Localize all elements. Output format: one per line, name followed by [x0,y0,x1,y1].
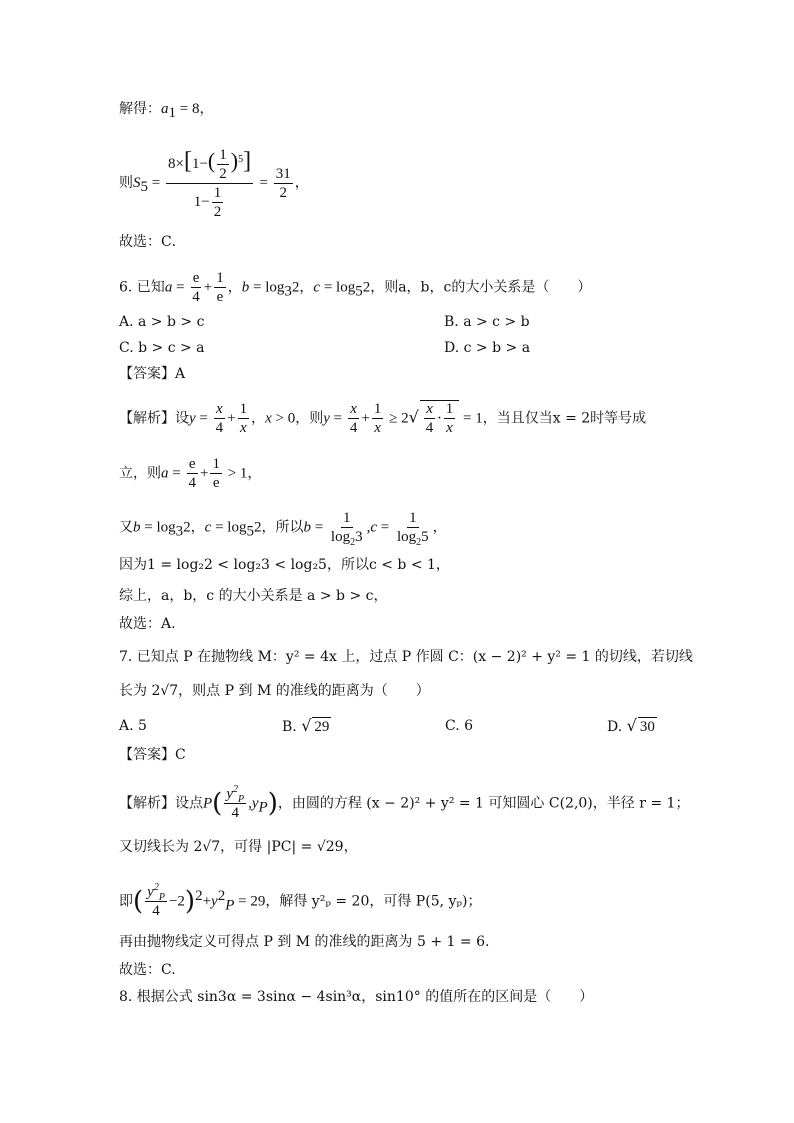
answer-label: 【答案】A [119,366,186,382]
q6-option-b[interactable]: B. a > c > b [444,314,530,330]
answer-choice: 故选：C. [119,962,176,978]
q7-option-b[interactable]: B. √ 29 [282,716,330,735]
question-7: 长为 2√7，则点 P 到 M 的准线的距离为（ ） [119,683,430,699]
analysis-line: 立，则a = $\frac{e}{4}$ + $\frac{1}{e}$ > 1， [119,456,262,491]
s5-formula: 则$S_5$ = 8×[1−( $\frac{1}{2}$ )$^5$] 1− $\frac{1}{2}$ = $\frac{31}{2}$ ， [119,147,309,221]
q7-option-a[interactable]: A. 5 [119,718,147,734]
q7-option-c[interactable]: C. 6 [445,718,474,734]
solution-line: 解得：$a_1 = 8$， [119,101,214,121]
analysis-line: 【解析】设y = $\frac{x}{4}$ + $\frac{1}{x}$ ，x > 0，则y = $\frac{x}{4}$ + $\frac{1}{x}$ ≥ 2√ $\frac{x}{4}$ · $\frac{1}{x}$ = 1，当且仅当x = 2时等号成 [119,401,647,436]
analysis-line: 因为1 = log₂2 < log₂3 < log₂5，所以c < b < 1， [119,557,450,573]
q6-option-a[interactable]: A. a > b > c [119,314,205,330]
analysis-line: 又切线长为 2√7，可得 |PC| = √29， [119,839,358,855]
analysis-line: 【解析】设点P( $\frac{y^2_P}{4}$ $,y_P$)，由圆的方程 (x − 2)² + y² = 1 可知圆心 C(2,0)，半径 r = 1； [119,784,690,821]
answer-choice: 故选：C． [119,234,186,250]
analysis-line: 又$b = \log_32$，$c = \log_52$，所以b = $\frac{1}{\log_23}$ ,c = $\frac{1}{\log_25}$ ， [119,510,447,548]
analysis-line: 即( $\frac{y^2_P}{4}$ $-2)^2+y^2_P = 29$，解得 y²ₚ = 20，可得 P(5, yₚ)； [119,882,482,919]
analysis-line: 综上，a，b，c 的大小关系是 a > b > c， [119,588,388,604]
analysis-line: 再由抛物线定义可得点 P 到 M 的准线的距离为 5 + 1 = 6. [119,934,490,950]
q6-option-c[interactable]: C. b > c > a [119,340,205,356]
question-6: 6. 已知a = $\frac{e}{4}$ + $\frac{1}{e}$ ，$b = \log_32$，$c = \log_52$，则a，b，c的大小关系是（ ） [119,270,592,305]
q7-option-d[interactable]: D. √ 30 [607,716,655,735]
answer-label: 【答案】C [119,747,186,763]
question-8: 8. 根据公式 sin3α = 3sinα − 4sin³α，sin10° 的值所在的区间是（ ） [119,989,594,1005]
question-7: 7. 已知点 P 在抛物线 M：y² = 4x 上，过点 P 作圆 C：(x − 2)² + y² = 1 的切线，若切线 [119,649,693,665]
q6-option-d[interactable]: D. c > b > a [444,340,531,356]
answer-choice: 故选：A. [119,616,176,632]
